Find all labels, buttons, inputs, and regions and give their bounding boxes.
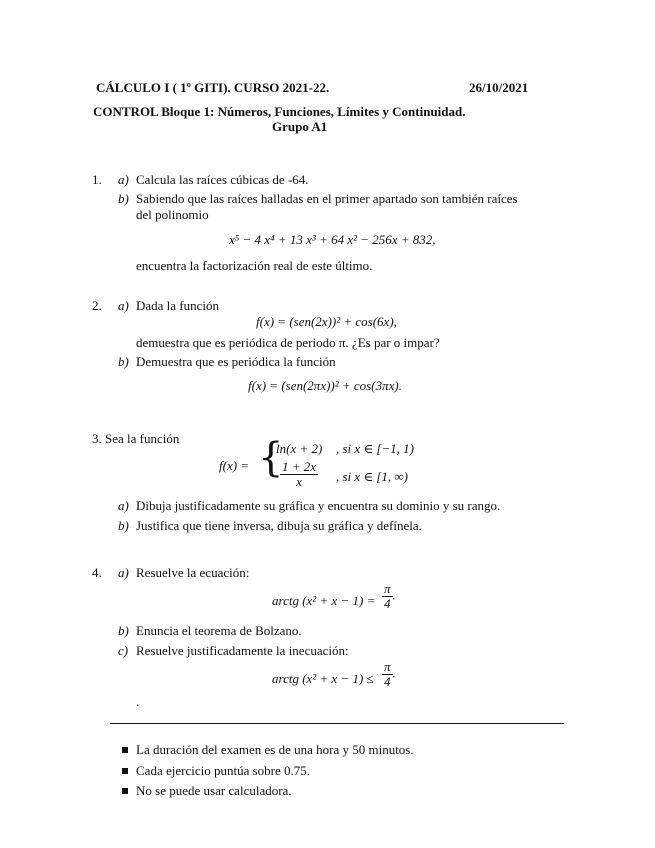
q4-a-num: π <box>384 581 391 596</box>
section-divider <box>110 723 564 724</box>
q1-b-label: b) <box>118 191 129 206</box>
q4-b-label: b) <box>118 623 129 638</box>
q4-a-den: 4 <box>384 596 391 611</box>
q2-b-text: Demuestra que es periódica la función <box>136 354 336 369</box>
q4-c-label: c) <box>118 643 129 658</box>
q3-case2-frac <box>280 460 318 489</box>
note-item <box>122 742 414 758</box>
q3-case2-den: x <box>296 474 302 489</box>
q3-case1-cond: , si x ∈ [−1, 1) <box>336 441 414 456</box>
q3-fx: f(x) = <box>219 458 250 473</box>
q2-number: 2. <box>92 298 102 313</box>
note-item <box>122 783 292 799</box>
q3-b-text: Justifica que tiene inversa, dibuja su gráfica y defínela. <box>136 518 422 533</box>
q2-a-label: a) <box>118 298 129 313</box>
q2-b-label: b) <box>118 354 129 369</box>
q1-a-label: a) <box>118 172 129 187</box>
group-label: Grupo A1 <box>272 119 328 134</box>
exam-date: 26/10/2021 <box>469 80 529 95</box>
q4-c-den: 4 <box>384 674 391 689</box>
q4-a-label: a) <box>118 565 129 580</box>
q4-trailing-dot: . <box>136 694 140 709</box>
q2-a-formula: f(x) = (sen(2x))² + cos(6x), <box>256 314 397 329</box>
q1-number: 1. <box>92 172 102 187</box>
q4-a-lhs: arctg (x² + x − 1) = <box>272 593 376 608</box>
q2-b-formula: f(x) = (sen(2πx))² + cos(3πx). <box>248 378 402 393</box>
q3-intro: 3. Sea la función <box>92 431 180 446</box>
q3-a-label: a) <box>118 498 129 513</box>
q3-case2-cond: , si x ∈ [1, ∞) <box>336 469 408 484</box>
exam-title: CÁLCULO I ( 1º GITI). CURSO 2021-22. <box>96 80 330 95</box>
q3-a-text: Dibuja justificadamente su gráfica y encuentra su dominio y su rango. <box>136 498 501 513</box>
q3-b-label: b) <box>118 518 129 533</box>
q3-case2-num: 1 + 2x <box>282 459 317 474</box>
q1-polynomial: x⁵ − 4 x⁴ + 13 x³ + 64 x² − 256x + 832, <box>229 232 436 247</box>
bullet-icon <box>122 788 128 794</box>
q4-a-frac: $\frac{\pi}{4}$ . <box>384 581 396 611</box>
bullet-icon <box>122 747 128 753</box>
note-item <box>122 763 310 779</box>
q1-a-text: Calcula las raíces cúbicas de -64. <box>136 172 309 187</box>
bullet-icon <box>122 768 128 774</box>
q4-a-text: Resuelve la ecuación: <box>136 565 250 580</box>
q2-a-text: Dada la función <box>136 298 220 313</box>
q1-b-text2: del polinomio <box>136 207 209 222</box>
note-duration: La duración del examen es de una hora y 50 minutos. <box>136 742 414 757</box>
q4-c-text: Resuelve justificadamente la inecuación: <box>136 643 349 658</box>
exam-subtitle: CONTROL Bloque 1: Números, Funciones, Límites y Continuidad. <box>93 104 466 119</box>
note-calculator: No se puede usar calculadora. <box>136 783 292 798</box>
q3-case1-expr: ln(x + 2) <box>276 441 323 456</box>
q4-number: 4. <box>92 565 102 580</box>
q1-b-text3: encuentra la factorización real de este último. <box>136 258 373 273</box>
q3-brace: { <box>258 435 284 481</box>
q2-a-text2: demuestra que es periódica de periodo π. ¿Es par o impar? <box>136 335 440 350</box>
q4-c-lhs: arctg (x² + x − 1) ≤ <box>272 671 374 686</box>
q1-b-text1: Sabiendo que las raíces halladas en el primer apartado son también raíces <box>136 191 518 206</box>
q4-c-num: π <box>384 659 391 674</box>
note-scoring: Cada ejercicio puntúa sobre 0.75. <box>136 763 310 778</box>
q4-b-text: Enuncia el teorema de Bolzano. <box>136 623 302 638</box>
q4-c-frac: $\frac{\pi}{4}$ . <box>384 659 396 689</box>
